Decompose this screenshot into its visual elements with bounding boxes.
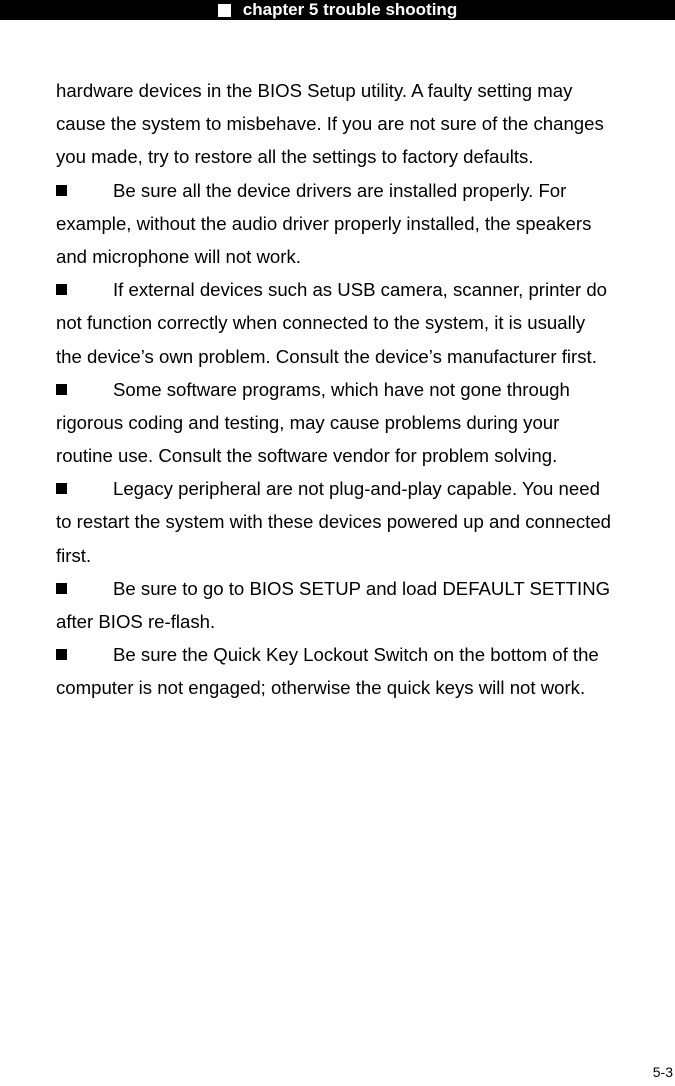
bullet-continuation: and microphone will not work.: [56, 245, 301, 267]
bullet-square-icon: [56, 185, 67, 196]
bullet-continuation: the device’s own problem. Consult the device’s manufacturer first.: [56, 345, 597, 367]
bullet-square-icon: [56, 284, 67, 295]
bullet-continuation: routine use. Consult the software vendor for problem solving.: [56, 445, 558, 467]
bullet-item: [56, 373, 675, 406]
intro-line: hardware devices in the BIOS Setup utility. A faulty setting may: [56, 80, 573, 101]
bullet-text: Be sure to go to BIOS SETUP and load DEFAULT SETTING: [113, 577, 611, 599]
bullet-continuation: example, without the audio driver properly installed, the speakers: [56, 212, 592, 234]
bullet-continuation: to restart the system with these devices powered up and connected: [56, 511, 612, 533]
square-icon: [218, 4, 231, 17]
bullet-item: [56, 174, 675, 207]
chapter-header: [0, 0, 675, 20]
bullet-text: Be sure all the device drivers are installed properly. For: [113, 179, 567, 201]
bullet-continuation: rigorous coding and testing, may cause problems during your: [56, 411, 560, 433]
bullet-text: Some software programs, which have not gone through: [113, 378, 570, 400]
bullet-item: [56, 638, 675, 671]
bullet-continuation: not function correctly when connected to the system, it is usually: [56, 312, 586, 334]
bullet-continuation: after BIOS re-flash.: [56, 611, 216, 632]
intro-line: you made, try to restore all the settings to factory defaults.: [56, 146, 534, 168]
bullet-square-icon: [56, 583, 67, 594]
bullet-continuation: computer is not engaged; otherwise the quick keys will not work.: [56, 677, 586, 699]
bullet-continuation: first.: [56, 544, 92, 566]
bullet-square-icon: [56, 483, 67, 494]
bullet-square-icon: [56, 384, 67, 395]
document-body: [56, 74, 675, 705]
bullet-text: Legacy peripheral are not plug-and-play capable. You need: [113, 478, 600, 500]
bullet-text: If external devices such as USB camera, scanner, printer do: [113, 279, 608, 301]
bullet-item: [56, 572, 675, 605]
bullet-square-icon: [56, 649, 67, 660]
bullet-item: [56, 472, 675, 505]
chapter-title: chapter 5 trouble shooting: [242, 0, 458, 19]
intro-line: cause the system to misbehave. If you are not sure of the changes: [56, 113, 604, 135]
page-number: 5-3: [652, 1064, 673, 1080]
bullet-item: [56, 273, 675, 306]
bullet-text: Be sure the Quick Key Lockout Switch on the bottom of the: [113, 644, 599, 666]
